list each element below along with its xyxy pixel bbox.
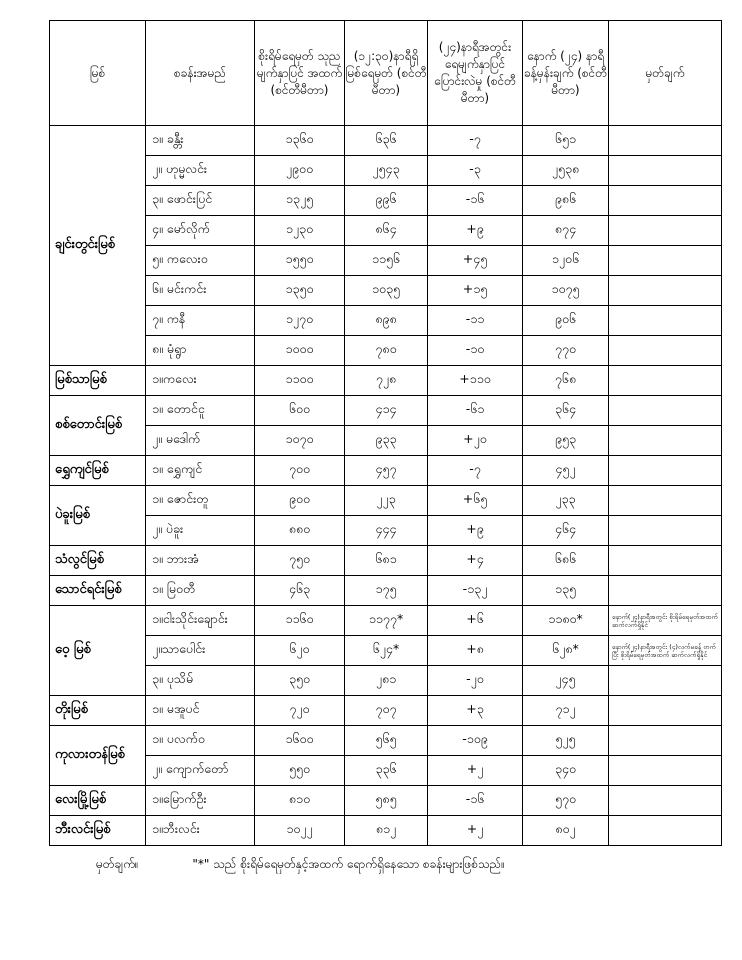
danger-level-cell: ၇၅၀ <box>255 546 345 576</box>
danger-level-cell: ၈၁၀ <box>255 786 345 816</box>
change-cell: -၁၆ <box>428 186 523 216</box>
current-level-cell: ၉၉၆ <box>345 186 428 216</box>
station-name: ၅။ ကလေးဝ <box>146 246 255 276</box>
forecast-cell: ၄၅၂ <box>523 456 609 486</box>
forecast-cell: ၁၃၅ <box>523 576 609 606</box>
remark-cell <box>609 786 722 816</box>
remark-cell <box>609 246 722 276</box>
forecast-cell: ၅၂၅ <box>523 726 609 756</box>
table-row <box>50 426 722 456</box>
current-level-cell: ၈၁၂ <box>345 816 428 846</box>
change-cell: +၆၅ <box>428 486 523 516</box>
remark-cell <box>609 276 722 306</box>
header-remarks: မှတ်ချက် <box>609 21 722 126</box>
table-row <box>50 816 722 846</box>
river-name: ဝေ့ မြစ် <box>50 606 146 696</box>
current-level-cell: ၆၈၁ <box>345 546 428 576</box>
danger-level-cell: ၄၆၃ <box>255 576 345 606</box>
forecast-cell: ၆၂၈* <box>523 636 609 666</box>
forecast-cell: ၂၅၃၈ <box>523 156 609 186</box>
change-cell: +၁၅ <box>428 276 523 306</box>
table-row <box>50 696 722 726</box>
station-name: ၁။ ရွှေကျင် <box>146 456 255 486</box>
danger-level-cell: ၃၅၀ <box>255 666 345 696</box>
station-name: ၃။ ပုသိမ် <box>146 666 255 696</box>
danger-level-cell: ၆၂၀ <box>255 636 345 666</box>
current-level-cell: ၄၅၇ <box>345 456 428 486</box>
header-river: မြစ် <box>50 21 146 126</box>
danger-level-cell: ၁၂၇၀ <box>255 306 345 336</box>
station-name: ၁။ဘီးလင်း <box>146 816 255 846</box>
table-row <box>50 516 722 546</box>
station-name: ၂။ မဒေါက် <box>146 426 255 456</box>
change-cell: -၃ <box>428 156 523 186</box>
station-name: ၄။ မော်လိုက် <box>146 216 255 246</box>
forecast-cell: ၂၃၃ <box>523 486 609 516</box>
forecast-cell: ၆၅၁ <box>523 126 609 156</box>
station-name: ၂။သာပေါင်း <box>146 636 255 666</box>
change-cell: +၂ <box>428 816 523 846</box>
current-level-cell: ၄၄၄ <box>345 516 428 546</box>
station-name: ၁။မြောက်ဦး <box>146 786 255 816</box>
current-level-cell: ၂၅၄၃ <box>345 156 428 186</box>
change-cell: -၁၁ <box>428 306 523 336</box>
remark-cell <box>609 336 722 366</box>
change-cell: -၁၆ <box>428 786 523 816</box>
table-row <box>50 216 722 246</box>
footnote-label: မှတ်ချက်။ <box>96 857 139 871</box>
remark-cell <box>609 126 722 156</box>
river-name: သောင်ရင်းမြစ် <box>50 576 146 606</box>
danger-level-cell: ၁၀၂၂ <box>255 816 345 846</box>
change-cell: -၁၃၂ <box>428 576 523 606</box>
forecast-cell: ၇၇၀ <box>523 336 609 366</box>
remark-cell <box>609 426 722 456</box>
forecast-cell: ၄၆၄ <box>523 516 609 546</box>
remark-cell <box>609 516 722 546</box>
current-level-cell: ၄၁၄ <box>345 396 428 426</box>
river-level-table <box>49 20 722 846</box>
change-cell: +၆ <box>428 606 523 636</box>
danger-level-cell: ၅၅၀ <box>255 756 345 786</box>
forecast-cell: ၇၁၂ <box>523 696 609 726</box>
change-cell: +၁၁၀ <box>428 366 523 396</box>
table-row <box>50 636 722 666</box>
table-body <box>50 126 722 846</box>
station-name: ၇။ ကနီ <box>146 306 255 336</box>
danger-level-cell: ၁၀၀၀ <box>255 336 345 366</box>
remark-cell <box>609 756 722 786</box>
change-cell: -၇ <box>428 456 523 486</box>
table-row <box>50 186 722 216</box>
table-row <box>50 366 722 396</box>
footnote-text: "*" သည် စိုးရိမ်ရေမှတ်နှင့်အထက် ရောက်ရှိနေသော စခန်းများဖြစ်သည်။ <box>192 857 505 871</box>
river-name: စစ်တောင်းမြစ် <box>50 396 146 456</box>
remark-cell <box>609 186 722 216</box>
river-name: ပဲခူးမြစ် <box>50 486 146 546</box>
table-row <box>50 456 722 486</box>
danger-level-cell: ၁၅၅၀ <box>255 246 345 276</box>
danger-level-cell: ၉၀၀ <box>255 486 345 516</box>
change-cell: +၉ <box>428 216 523 246</box>
remark-cell <box>609 696 722 726</box>
current-level-cell: ၂၈၁ <box>345 666 428 696</box>
station-name: ၁။ ပလက်ဝ <box>146 726 255 756</box>
station-name: ၁။ ဇောင်းတူ <box>146 486 255 516</box>
current-level-cell: ၈၉၈ <box>345 306 428 336</box>
danger-level-cell: ၁၁၆၀ <box>255 606 345 636</box>
current-level-cell: ၈၆၄ <box>345 216 428 246</box>
river-name: လေးမြို့မြစ် <box>50 786 146 816</box>
forecast-cell: ၇၆၈ <box>523 366 609 396</box>
danger-level-cell: ၂၉၀၀ <box>255 156 345 186</box>
header-station: စခန်းအမည် <box>146 21 255 126</box>
forecast-cell: ၅၇၀ <box>523 786 609 816</box>
table-row <box>50 486 722 516</box>
change-cell: -၁၀ <box>428 336 523 366</box>
current-level-cell: ၇၂၈ <box>345 366 428 396</box>
current-level-cell: ၇၀၇ <box>345 696 428 726</box>
forecast-cell: ၆၈၆ <box>523 546 609 576</box>
danger-level-cell: ၁၃၂၅ <box>255 186 345 216</box>
remark-cell <box>609 156 722 186</box>
table-row <box>50 126 722 156</box>
remark-cell <box>609 216 722 246</box>
remark-cell: နောက်(၂၄)နာရီအတွင်း (၄)လက်မခန့် တက်ပြီး စိုးရိမ်ရေမှတ်အထက် ဆက်လက်ရှိနိုင် <box>609 636 722 666</box>
current-level-cell: ၁၀၃၅ <box>345 276 428 306</box>
remark-cell <box>609 366 722 396</box>
forecast-cell: ၃၄၀ <box>523 756 609 786</box>
table-row <box>50 306 722 336</box>
forecast-cell: ၁၁၈၀* <box>523 606 609 636</box>
station-name: ၁။ မြဝတီ <box>146 576 255 606</box>
current-level-cell: ၁၇၅ <box>345 576 428 606</box>
danger-level-cell: ၁၂၃၀ <box>255 216 345 246</box>
table-row <box>50 396 722 426</box>
remark-cell <box>609 486 722 516</box>
danger-level-cell: ၈၈၀ <box>255 516 345 546</box>
forecast-cell: ၉၅၃ <box>523 426 609 456</box>
station-name: ၁။ ဘားအံ <box>146 546 255 576</box>
station-name: ၂။ ပဲခူး <box>146 516 255 546</box>
footnote <box>96 856 505 874</box>
change-cell: -၆၁ <box>428 396 523 426</box>
forecast-cell: ၁၂၀၆ <box>523 246 609 276</box>
danger-level-cell: ၁၆၀၀ <box>255 726 345 756</box>
change-cell: +၃ <box>428 696 523 726</box>
header-current-level: (၁၂:၃၀)နာရီရှိ မြစ်ရေမှတ် (စင်တီမီတာ) <box>345 21 428 126</box>
danger-level-cell: ၇၂၀ <box>255 696 345 726</box>
station-name: ၂။ ကျောက်တော် <box>146 756 255 786</box>
header-danger-level: စိုးရိမ်ရေမှတ် သုညမျက်နှာပြင် အထက် (စင်တီမီတာ) <box>255 21 345 126</box>
current-level-cell: ၆၃၆ <box>345 126 428 156</box>
change-cell: +၄ <box>428 546 523 576</box>
river-name: ကုလားတန်မြစ် <box>50 726 146 786</box>
table-row <box>50 786 722 816</box>
remark-cell <box>609 816 722 846</box>
river-name: ချင်းတွင်းမြစ် <box>50 126 146 366</box>
remark-cell <box>609 726 722 756</box>
table-row <box>50 756 722 786</box>
forecast-cell: ၉၈၆ <box>523 186 609 216</box>
forecast-cell: ၈၀၂ <box>523 816 609 846</box>
station-name: ၁။ငါးသိုင်းချောင်း <box>146 606 255 636</box>
change-cell: -၂၀ <box>428 666 523 696</box>
forecast-cell: ၈၇၄ <box>523 216 609 246</box>
change-cell: +၂၀ <box>428 426 523 456</box>
danger-level-cell: ၆၀၀ <box>255 396 345 426</box>
remark-cell <box>609 456 722 486</box>
table-row <box>50 336 722 366</box>
change-cell: +၉ <box>428 516 523 546</box>
table-row <box>50 576 722 606</box>
table-row <box>50 276 722 306</box>
forecast-cell: ၂၄၅ <box>523 666 609 696</box>
river-name: တိုးမြစ် <box>50 696 146 726</box>
change-cell: +၈ <box>428 636 523 666</box>
station-name: ၆။ မင်းကင်း <box>146 276 255 306</box>
remark-cell <box>609 306 722 336</box>
current-level-cell: ၁၁၅၆ <box>345 246 428 276</box>
danger-level-cell: ၁၀၇၀ <box>255 426 345 456</box>
current-level-cell: ၆၂၄* <box>345 636 428 666</box>
river-name: သံလွင်မြစ် <box>50 546 146 576</box>
remark-cell <box>609 546 722 576</box>
river-name: ဘီးလင်းမြစ် <box>50 816 146 846</box>
change-cell: +၂ <box>428 756 523 786</box>
change-cell: +၄၅ <box>428 246 523 276</box>
station-name: ၁။ ခန္တီး <box>146 126 255 156</box>
header-row <box>50 21 722 126</box>
remark-cell <box>609 396 722 426</box>
station-name: ၁။ တောင်ငူ <box>146 396 255 426</box>
current-level-cell: ၂၂၃ <box>345 486 428 516</box>
danger-level-cell: ၇၀၀ <box>255 456 345 486</box>
forecast-cell: ၁၀၇၅ <box>523 276 609 306</box>
danger-level-cell: ၁၃၅၀ <box>255 276 345 306</box>
station-name: ၂။ ဟုမ္မလင်း <box>146 156 255 186</box>
forecast-cell: ၉၀၆ <box>523 306 609 336</box>
table-row <box>50 546 722 576</box>
current-level-cell: ၅၈၅ <box>345 786 428 816</box>
station-name: ၃။ ဖောင်းပြင် <box>146 186 255 216</box>
current-level-cell: ၇၈၀ <box>345 336 428 366</box>
table-row <box>50 246 722 276</box>
forecast-cell: ၃၆၄ <box>523 396 609 426</box>
danger-level-cell: ၁၁၀၀ <box>255 366 345 396</box>
header-change: (၂၄)နာရီအတွင်း ရေမျက်နှာပြင် ပြောင်းလဲမှု (စင်တီမီတာ) <box>428 21 523 126</box>
change-cell: -၇ <box>428 126 523 156</box>
header-forecast: နောက် (၂၄) နာရီ ခန့်မှန်းချက် (စင်တီမီတာ) <box>523 21 609 126</box>
current-level-cell: ၁၁၇၇* <box>345 606 428 636</box>
table-row <box>50 156 722 186</box>
station-name: ၈။ မုံရွာ <box>146 336 255 366</box>
river-name: ရွှေကျင်မြစ် <box>50 456 146 486</box>
current-level-cell: ၉၃၃ <box>345 426 428 456</box>
current-level-cell: ၃၃၆ <box>345 756 428 786</box>
remark-cell <box>609 666 722 696</box>
table-row <box>50 666 722 696</box>
remark-cell <box>609 576 722 606</box>
current-level-cell: ၅၆၅ <box>345 726 428 756</box>
river-name: မြစ်သာမြစ် <box>50 366 146 396</box>
table-row <box>50 726 722 756</box>
table-row <box>50 606 722 636</box>
station-name: ၁။ကလေး <box>146 366 255 396</box>
remark-cell: နောက်(၂၄)နာရီအတွင်း စိုးရိမ်ရေမှတ်အထက် ဆက်လက်ရှိနိုင် <box>609 606 722 636</box>
station-name: ၁။ မအူပင် <box>146 696 255 726</box>
change-cell: -၁၀၉ <box>428 726 523 756</box>
danger-level-cell: ၁၃၆၀ <box>255 126 345 156</box>
